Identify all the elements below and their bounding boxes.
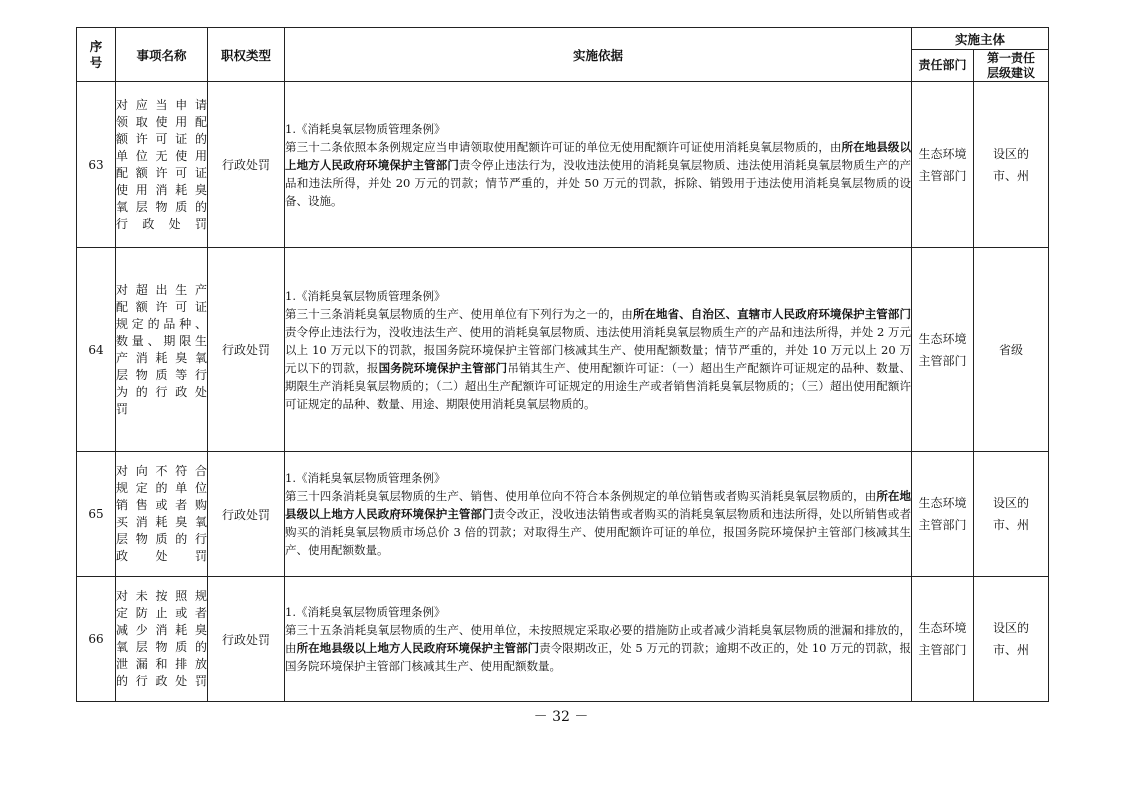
basis-text xyxy=(285,452,912,577)
item-name-line: 减少消耗臭 xyxy=(116,623,207,637)
basis-part: 责令限期改正，处 5 万元的罚款；逾期不改正的，处 10 万元的罚款，报国务院环境保护主管部门核减其生产、使用配额数量。 xyxy=(285,641,912,673)
item-name-line: 规定的单位 xyxy=(116,481,207,495)
item-name-line: 对向不符合 xyxy=(116,464,207,478)
basis-part: 第三十四条消耗臭氧层物质的生产、销售、使用单位向不符合本条例规定的单位销售或者购买消耗臭氧层物质的，由 xyxy=(285,489,877,503)
dept-line: 生态环境 xyxy=(918,331,967,346)
item-name-line: 领取使用配 xyxy=(116,114,207,129)
basis-part: 责令改正，没收违法销售或者购买的消耗臭氧层物质和违法所得，处以所销售或者购买的消耗臭氧层物质市场总价 3 倍的罚款；对取得生产、使用配额许可证的单位，报国务院环境保护主管部门核减其生产、使用配额数量。 xyxy=(285,507,912,557)
responsibility-level xyxy=(974,452,1049,577)
dept-line: 生态环境 xyxy=(918,146,967,161)
page-number: － 32 － xyxy=(533,709,589,725)
header-power-type: 职权类型 xyxy=(208,28,285,82)
responsible-dept xyxy=(912,82,974,248)
header-item-name: 事项名称 xyxy=(116,28,208,82)
item-name-line: 泄漏和排放 xyxy=(116,657,207,671)
item-name-line: 定防止或者 xyxy=(116,606,207,620)
item-name-line: 行政处罚 xyxy=(116,216,207,231)
dept-line: 生态环境 xyxy=(918,621,967,635)
responsibility-level xyxy=(974,82,1049,248)
basis-text xyxy=(285,248,912,452)
basis-part: 第三十二条依照本条例规定应当申请领取使用配额许可证的单位无使用配额许可证使用消耗臭氧层物质的，由 xyxy=(285,139,842,154)
dept-line: 生态环境 xyxy=(918,496,967,510)
basis-part: 吊销其生产、使用配额许可证：（一）超出生产配额许可证规定的品种、数量、期限生产消耗臭氧层物质的；（二）超出生产配额许可证规定的用途生产或者销售消耗臭氧层物质的；（三）超出使用配额许可证规定的品种、数量、用途、期限使用消耗臭氧层物质的。 xyxy=(285,360,912,411)
item-name-line: 单位无使用 xyxy=(116,148,207,163)
table-row xyxy=(77,577,1049,702)
level-line: 市、州 xyxy=(993,518,1030,532)
regulation-table xyxy=(76,27,1049,702)
item-name xyxy=(116,452,208,577)
basis-title: 1.《消耗臭氧层物质管理条例》 xyxy=(285,605,446,619)
power-type: 行政处罚 xyxy=(208,82,285,248)
power-type: 行政处罚 xyxy=(208,577,285,702)
responsibility-level xyxy=(974,577,1049,702)
header-basis: 实施依据 xyxy=(285,28,912,82)
item-name-line: 配额许可证 xyxy=(116,165,207,180)
item-name-line: 规定的品种、 xyxy=(116,316,207,331)
item-name xyxy=(116,577,208,702)
item-name-line: 氧层物质的 xyxy=(116,640,207,654)
level-line: 设区的 xyxy=(993,496,1030,510)
table-row xyxy=(77,82,1049,248)
basis-part: 第三十三条消耗臭氧层物质的生产、使用单位有下列行为之一的，由 xyxy=(285,306,633,321)
basis-bold-authority: 所在地县级以上地方人民政府环境保护主管部门 xyxy=(296,641,540,655)
header-level-line1: 第一责任 xyxy=(987,50,1036,65)
basis-title: 1.《消耗臭氧层物质管理条例》 xyxy=(285,121,446,136)
basis-bold-authority: 国务院环境保护主管部门 xyxy=(378,360,508,375)
header-row-1 xyxy=(77,28,1049,50)
item-name-line: 额许可证的 xyxy=(116,131,207,146)
basis-bold-authority: 所在地省、自治区、直辖市人民政府环境保护主管部门 xyxy=(632,306,911,321)
item-name-line: 销售或者购 xyxy=(116,498,207,512)
level-line: 省级 xyxy=(999,342,1024,357)
header-level xyxy=(974,50,1049,82)
basis-text xyxy=(285,82,912,248)
basis-title: 1.《消耗臭氧层物质管理条例》 xyxy=(285,471,446,485)
header-level-line2: 层级建议 xyxy=(987,65,1036,80)
header-dept: 责任部门 xyxy=(912,50,974,82)
row-number: 66 xyxy=(77,577,116,702)
item-name-line: 配额许可证 xyxy=(116,299,207,314)
basis-bold-authority: 所在地县级以上地方人民政府环境保护主管部门 xyxy=(285,489,912,521)
item-name-line: 的行政处罚 xyxy=(116,674,207,688)
basis-part: 第三十五条消耗臭氧层物质的生产、使用单位，未按照规定采取必要的措施防止或者减少消耗臭氧层物质的泄漏和排放的，由 xyxy=(285,623,911,655)
item-name-line: 氧层物质的 xyxy=(116,199,207,214)
responsibility-level xyxy=(974,248,1049,452)
level-line: 市、州 xyxy=(993,168,1030,183)
dept-line: 主管部门 xyxy=(918,168,967,183)
item-name-line: 对超出生产 xyxy=(116,282,207,297)
level-line: 市、州 xyxy=(993,643,1030,657)
responsible-dept xyxy=(912,452,974,577)
basis-bold-authority: 所在地县级以上地方人民政府环境保护主管部门 xyxy=(285,139,912,172)
row-number: 63 xyxy=(77,82,116,248)
header-subject: 实施主体 xyxy=(912,28,1049,50)
basis-title: 1.《消耗臭氧层物质管理条例》 xyxy=(285,288,446,303)
responsible-dept xyxy=(912,248,974,452)
item-name-line: 对应当申请 xyxy=(116,97,207,112)
item-name-line: 对未按照规 xyxy=(116,589,207,603)
basis-text xyxy=(285,577,912,702)
basis-part: 责令停止违法行为，没收违法生产、使用的消耗臭氧层物质、违法使用消耗臭氧层物质生产的产品和违法所得，并处 2 万元以上 10 万元以下的罚款，报国务院环境保护主管部门核减其生产、使用配额数量；情节严重的，并处 10 万元以上 20 万元以下的罚款，报 xyxy=(285,324,911,375)
header-seq-line1: 序 xyxy=(89,38,103,54)
item-name-line: 罚 xyxy=(116,401,129,416)
item-name-line: 使用消耗臭 xyxy=(116,182,207,197)
header-seq xyxy=(77,28,116,82)
dept-line: 主管部门 xyxy=(918,518,967,532)
item-name-line: 政处罚 xyxy=(116,549,207,563)
table-row xyxy=(77,248,1049,452)
level-line: 设区的 xyxy=(993,146,1030,161)
item-name xyxy=(116,248,208,452)
item-name xyxy=(116,82,208,248)
item-name-line: 层物质等行 xyxy=(116,367,207,382)
header-seq-line2: 号 xyxy=(89,54,103,70)
item-name-line: 产消耗臭氧 xyxy=(116,350,207,365)
row-number: 64 xyxy=(77,248,116,452)
responsible-dept xyxy=(912,577,974,702)
row-number: 65 xyxy=(77,452,116,577)
dept-line: 主管部门 xyxy=(918,643,967,657)
table-row xyxy=(77,452,1049,577)
item-name-line: 为的行政处 xyxy=(116,384,207,399)
item-name-line: 数量、期限生 xyxy=(116,333,207,348)
item-name-line: 买消耗臭氧 xyxy=(116,515,207,529)
power-type: 行政处罚 xyxy=(208,452,285,577)
level-line: 设区的 xyxy=(993,621,1030,635)
power-type: 行政处罚 xyxy=(208,248,285,452)
item-name-line: 层物质的行 xyxy=(116,532,207,546)
basis-part: 责令停止违法行为，没收违法使用的消耗臭氧层物质、违法使用消耗臭氧层物质生产的产品和违法所得，并处 20 万元的罚款；情节严重的，并处 50 万元的罚款，拆除、销毁用于违法使用消耗臭氧层物质的设备、设施。 xyxy=(285,157,912,208)
dept-line: 主管部门 xyxy=(918,353,967,368)
